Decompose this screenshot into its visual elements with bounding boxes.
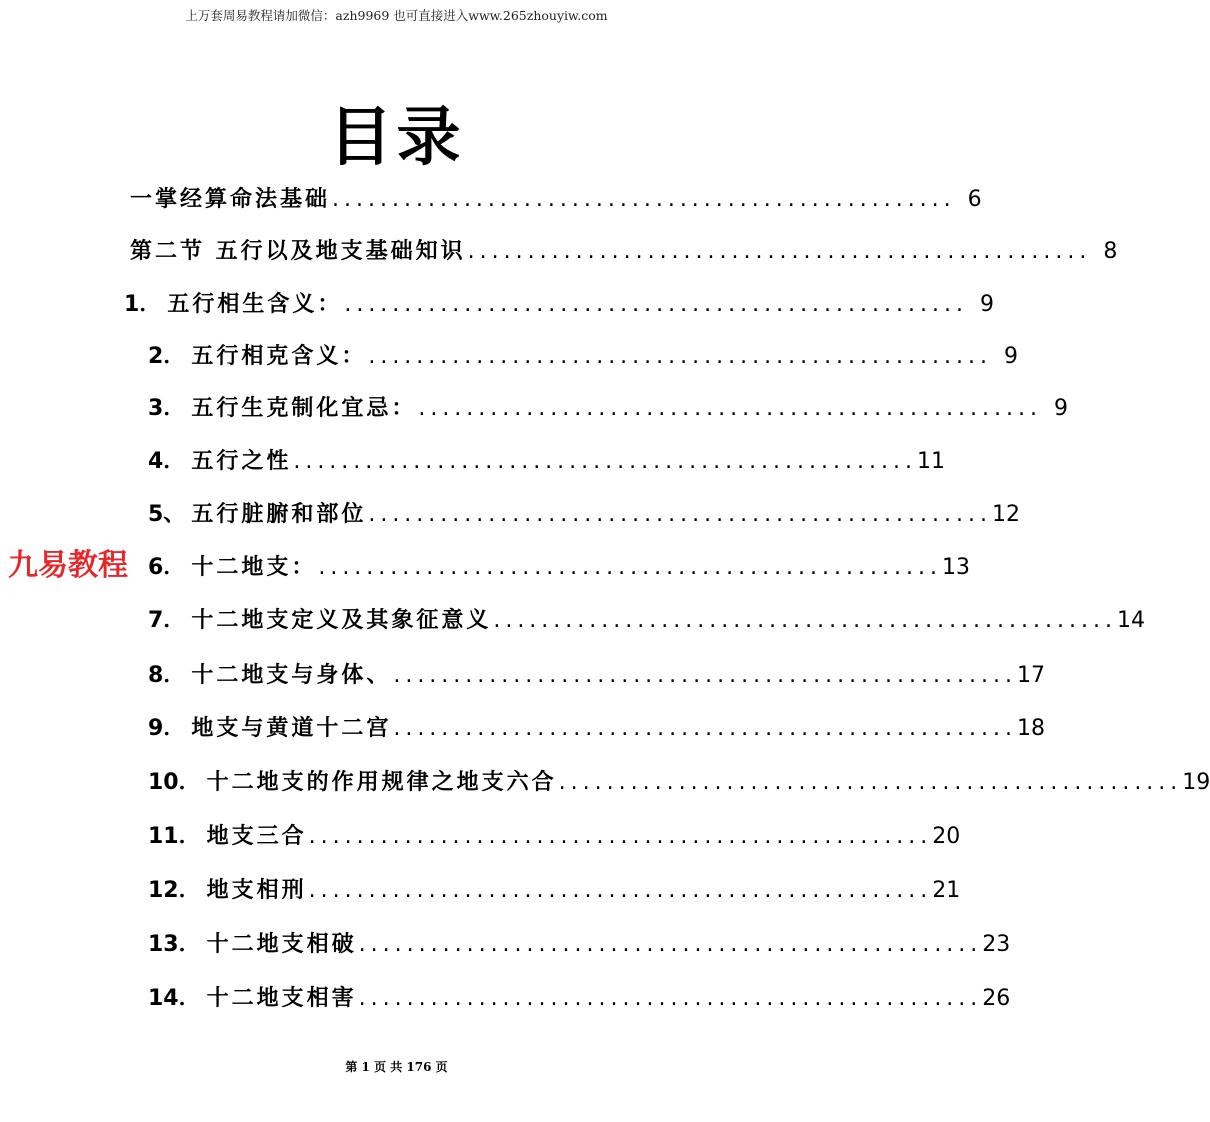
toc-page-number: 11 xyxy=(916,449,945,474)
toc-title: 一掌经算命法基础 xyxy=(130,187,331,212)
toc-leader: .................................................... xyxy=(493,608,1117,633)
toc-page-number: 19 xyxy=(1182,770,1210,795)
toc-page-number: 26 xyxy=(982,986,1011,1011)
toc-page-number: 13 xyxy=(941,555,970,580)
toc-title: 十二地支的作用规律之地支六合 xyxy=(206,770,557,795)
page-footer: 第 1 页 共 176 页 xyxy=(345,1060,448,1074)
toc-entry[interactable] xyxy=(148,656,1045,696)
toc-title: 十二地支定义及其象征意义 xyxy=(191,608,492,633)
toc-title: 五行相生含义： xyxy=(167,292,343,317)
toc-page-number: 12 xyxy=(991,502,1020,527)
toc-page-number: 14 xyxy=(1116,608,1145,633)
toc-entry[interactable] xyxy=(148,871,961,911)
toc-entry[interactable] xyxy=(148,337,1018,377)
toc-leader: .................................................... xyxy=(344,292,968,317)
toc-number: 11． xyxy=(148,824,201,849)
toc-entry[interactable] xyxy=(148,763,1210,803)
toc-entry[interactable] xyxy=(124,285,994,325)
watermark: 九易教程 xyxy=(8,548,128,583)
page-header: 上万套周易教程请加微信：azh9969 也可直接进入www.265zhouyiw.com xyxy=(185,8,608,23)
toc-title: 十二地支相害 xyxy=(206,986,357,1011)
toc-leader: .................................................... xyxy=(558,770,1183,795)
toc-number: 10． xyxy=(148,770,201,795)
toc-title: 地支与黄道十二宫 xyxy=(191,716,392,741)
toc-number: 12． xyxy=(148,878,201,903)
toc-page-number: 6 xyxy=(967,187,982,212)
toc-entry[interactable] xyxy=(148,389,1068,429)
toc-number: 7． xyxy=(148,608,186,633)
toc-page-number: 9 xyxy=(1053,396,1068,421)
toc-entry[interactable] xyxy=(148,817,961,857)
toc-entry[interactable] xyxy=(148,979,1011,1019)
toc-title: 地支三合 xyxy=(206,824,307,849)
toc-title: 地支相刑 xyxy=(206,878,307,903)
toc-title: 十二地支与身体、 xyxy=(191,663,392,688)
toc-leader: .................................................... xyxy=(467,239,1092,264)
toc-leader: .................................................... xyxy=(358,986,983,1011)
toc-page-number: 9 xyxy=(979,292,994,317)
toc-entry[interactable] xyxy=(124,232,1118,272)
toc-page-number: 23 xyxy=(982,932,1011,957)
toc-leader: .................................................... xyxy=(368,344,992,369)
toc-title: 第二节 五行以及地支基础知识 xyxy=(130,239,466,264)
toc-leader: .................................................... xyxy=(418,396,1042,421)
toc-number: 6． xyxy=(148,555,186,580)
toc-number: 13． xyxy=(148,932,201,957)
toc-number: 14． xyxy=(148,986,201,1011)
toc-number: 5、 xyxy=(148,502,186,527)
toc-leader: .................................................... xyxy=(293,449,917,474)
toc-title: 五行生克制化宜忌： xyxy=(191,396,417,421)
toc-page-number: 8 xyxy=(1103,239,1118,264)
toc-leader: .................................................... xyxy=(308,824,933,849)
toc-number: 4． xyxy=(148,449,186,474)
toc-leader: .................................................... xyxy=(308,878,933,903)
toc-page-number: 20 xyxy=(932,824,961,849)
toc-entry[interactable] xyxy=(148,442,945,482)
toc-title: 十二地支： xyxy=(191,555,317,580)
toc-entry[interactable] xyxy=(124,180,982,220)
toc-entry[interactable] xyxy=(148,548,970,588)
toc-leader: .................................................... xyxy=(393,716,1017,741)
toc-title: 五行之性 xyxy=(191,449,292,474)
toc-entry[interactable] xyxy=(148,925,1011,965)
toc-entry[interactable] xyxy=(148,495,1020,535)
toc-page-number: 17 xyxy=(1016,663,1045,688)
toc-leader: .................................................... xyxy=(368,502,992,527)
toc-leader: .................................................... xyxy=(318,555,942,580)
toc-number: 9． xyxy=(148,716,186,741)
toc-number: 1． xyxy=(124,292,162,317)
page-title: 目录 xyxy=(328,101,465,175)
toc-page-number: 18 xyxy=(1016,716,1045,741)
toc-page-number: 9 xyxy=(1003,344,1018,369)
toc-number: 3． xyxy=(148,396,186,421)
toc-leader: .................................................... xyxy=(358,932,983,957)
toc-number: 8． xyxy=(148,663,186,688)
toc-title: 五行相克含义： xyxy=(191,344,367,369)
toc-title: 十二地支相破 xyxy=(206,932,357,957)
toc-page-number: 21 xyxy=(932,878,961,903)
toc-entry[interactable] xyxy=(148,709,1045,749)
toc-number: 2． xyxy=(148,344,186,369)
toc-entry[interactable] xyxy=(148,601,1145,641)
toc-leader: .................................................... xyxy=(393,663,1017,688)
toc-title: 五行脏腑和部位 xyxy=(191,502,367,527)
toc-leader: .................................................... xyxy=(332,187,956,212)
